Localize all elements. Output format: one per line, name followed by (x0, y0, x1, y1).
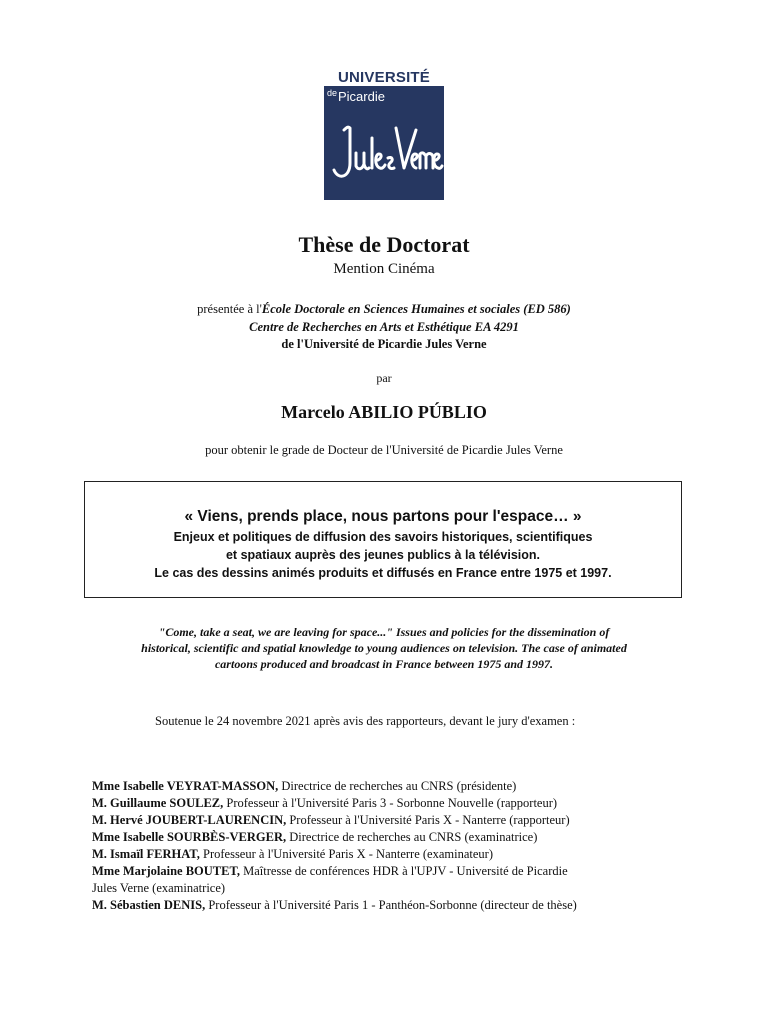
par-text: par (376, 371, 392, 385)
university-line: de l'Université de Picardie Jules Verne (281, 337, 487, 351)
jury-member-role: Directrice de recherches au CNRS (présidente) (281, 779, 517, 793)
presentee-line (0, 302, 768, 317)
french-title-line-2: Enjeux et politiques de diffusion des savoirs historiques, scientifiques (173, 530, 593, 544)
french-title-main: « Viens, prends place, nous partons pour l'espace… » (184, 508, 582, 525)
logo-picardie-text: Picardie (338, 89, 385, 104)
defense-date-line: Soutenue le 24 novembre 2021 après avis des rapporteurs, devant le jury d'examen : (155, 714, 576, 728)
jury-member (92, 897, 577, 914)
jury-member-name: Mme Isabelle SOURBÈS-VERGER, (92, 830, 287, 844)
jury-member-name: M. Ismaïl FERHAT, (92, 847, 200, 861)
jury-member-role: Jules Verne (examinatrice) (92, 881, 226, 895)
university-logo (324, 68, 444, 200)
jury-member-role: Professeur à l'Université Paris 1 - Panthéon-Sorbonne (directeur de thèse) (208, 898, 577, 912)
degree-line: pour obtenir le grade de Docteur de l'Université de Picardie Jules Verne (205, 443, 563, 457)
jules-verne-signature-icon (324, 108, 444, 198)
author-name: Marcelo ABILIO PÚBLIO (281, 402, 487, 422)
thesis-title: Thèse de Doctorat (298, 232, 470, 257)
jury-member-name: Mme Marjolaine BOUTET, (92, 864, 241, 878)
jury-member-name: M. Guillaume SOULEZ, (92, 796, 224, 810)
french-title-line-4: Le cas des dessins animés produits et diffusés en France entre 1975 et 1997. (154, 566, 612, 580)
jury-member-role: Professeur à l'Université Paris X - Nanterre (examinateur) (203, 847, 493, 861)
jury-member-role: Professeur à l'Université Paris 3 - Sorbonne Nouvelle (rapporteur) (226, 796, 558, 810)
jury-member (92, 863, 577, 880)
jury-member-role: Maîtresse de conférences HDR à l'UPJV - Université de Picardie (243, 864, 568, 878)
presentee-prefix: présentée à l' (197, 302, 262, 316)
jury-member-name: M. Hervé JOUBERT-LAURENCIN, (92, 813, 287, 827)
jury-member-name: M. Sébastien DENIS, (92, 898, 206, 912)
english-title-line-1: "Come, take a seat, we are leaving for space..." Issues and policies for the dissemination of (158, 625, 610, 639)
ecole-doctorale: École Doctorale en Sciences Humaines et sociales (ED 586) (261, 302, 571, 316)
french-title-box (84, 481, 682, 598)
jury-member-role: Directrice de recherches au CNRS (examinatrice) (289, 830, 538, 844)
english-title-line-2: historical, scientific and spatial knowledge to young audiences on television. The case of animated (141, 641, 627, 655)
research-centre: Centre de Recherches en Arts et Esthétique EA 4291 (249, 320, 519, 334)
jury-member-name: Mme Isabelle VEYRAT-MASSON, (92, 779, 279, 793)
jury-member-role: Professeur à l'Université Paris X - Nanterre (rapporteur) (289, 813, 570, 827)
english-title-line-3: cartoons produced and broadcast in France between 1975 and 1997. (214, 657, 553, 671)
french-title-line-3: et spatiaux auprès des jeunes publics à la télévision. (225, 548, 540, 562)
jury-member (92, 846, 577, 863)
jury-member (92, 795, 577, 812)
logo-panel (324, 86, 444, 200)
logo-universite-text: UNIVERSITÉ (337, 69, 430, 86)
jury-member (92, 829, 577, 846)
jury-member (92, 812, 577, 829)
jury-member-continuation (92, 880, 577, 897)
thesis-mention: Mention Cinéma (333, 261, 435, 277)
logo-de-text: de (327, 88, 338, 98)
jury-list (92, 778, 577, 914)
jury-member (92, 778, 577, 795)
